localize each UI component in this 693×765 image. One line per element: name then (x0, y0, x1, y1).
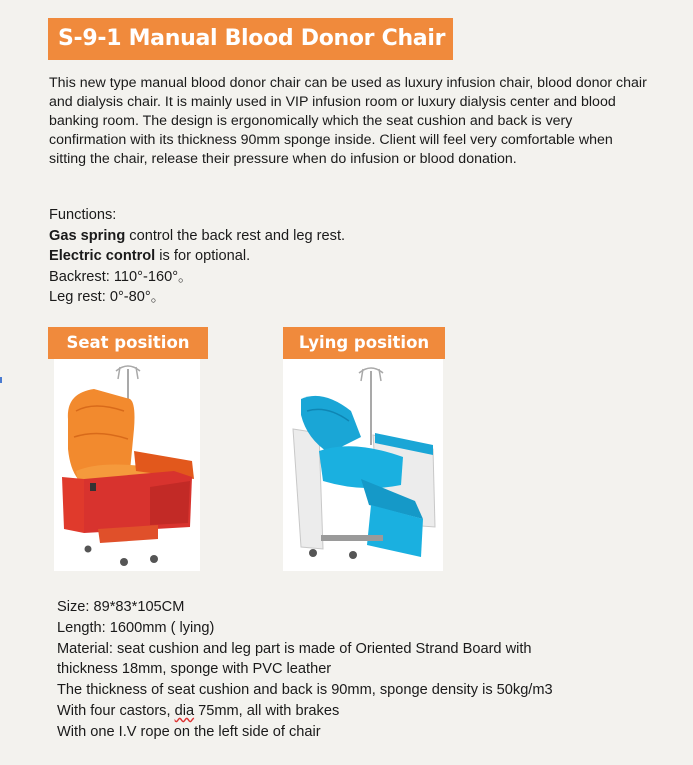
spec-length: Length: 1600mm ( lying) (57, 619, 215, 636)
spec-material: Material: seat cushion and leg part is made of Oriented Strand Board with (57, 640, 532, 657)
product-description: This new type manual blood donor chair can be used as luxury infusion chair, blood donor chair and dialysis chair. It is mainly used in VIP infusion room or luxury dialysis center and blood banking room. The design is ergonomically which the seat cushion and back is very confirmation with its thickness 90mm sponge inside. Client will feel very comfortable when sitting the chair, release their pressure when do infusion or blood donation. (49, 75, 647, 167)
spec-material-cont: thickness 18mm, sponge with PVC leather (57, 661, 332, 678)
castors-dia: dia (174, 702, 195, 719)
electric-control-label: Electric control (49, 248, 156, 264)
gas-spring-label: Gas spring (49, 227, 126, 244)
lying-position-photo (283, 359, 443, 571)
castors-text: With four castors, (57, 702, 175, 719)
function-gas-spring (49, 226, 649, 247)
spec-iv-rope: With one I.V rope on the left side of chair (57, 723, 321, 740)
castors-text-end: 75mm, all with brakes (194, 702, 340, 719)
functions-heading: Functions: (49, 207, 117, 223)
page-title: S-9-1 Manual Blood Donor Chair (48, 18, 453, 60)
backrest-range: Backrest: 110°-160°。 (49, 268, 193, 285)
specifications (57, 597, 677, 743)
spec-size: Size: 89*83*105CM (57, 599, 185, 615)
gas-spring-text: control the back rest and leg rest. (125, 227, 346, 244)
edge-marker (0, 377, 2, 383)
leg-rest-range: Leg rest: 0°-80°。 (49, 289, 166, 305)
seat-chair-illustration (54, 359, 200, 571)
spec-thickness: The thickness of seat cushion and back is 90mm, sponge density is 50kg/m3 (57, 682, 553, 699)
functions-section (49, 205, 649, 308)
electric-control-text: is for optional. (155, 248, 251, 264)
spec-castors (57, 701, 677, 722)
lying-chair-illustration (283, 359, 443, 571)
seat-position-photo (54, 359, 200, 571)
caption-lying-position: Lying position (283, 327, 445, 359)
function-electric (49, 246, 649, 267)
caption-seat-position: Seat position (48, 327, 208, 359)
